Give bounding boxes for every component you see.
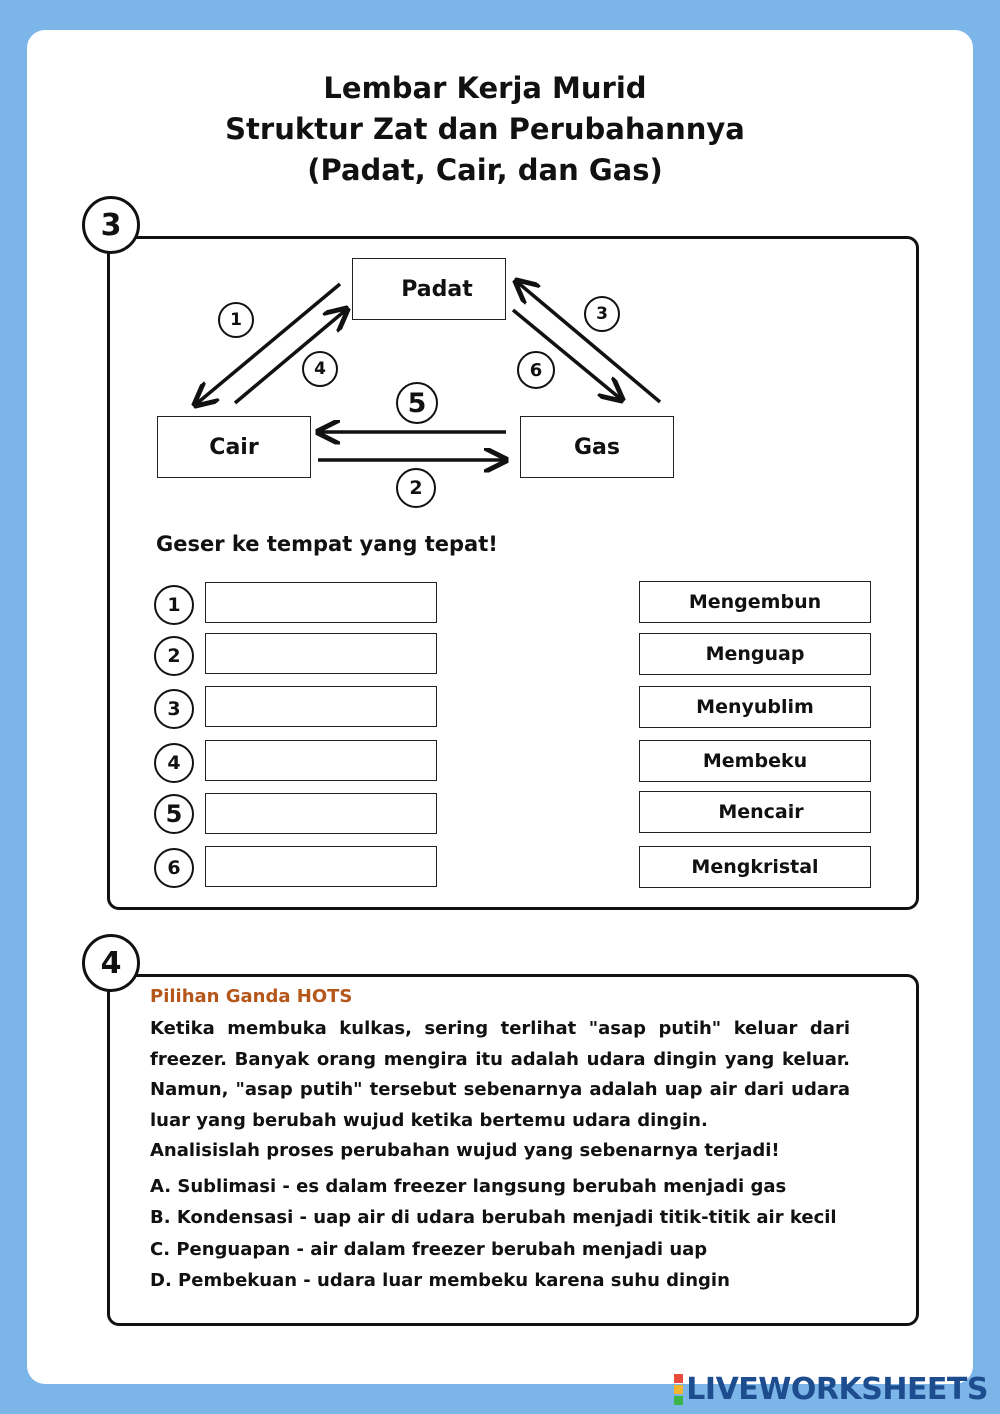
question-line-2: freezer. Banyak orang mengira itu adalah udara dingin yang keluar. [150, 1048, 850, 1070]
logo-block-red [674, 1374, 683, 1383]
question-line-1: Ketika membuka kulkas, sering terlihat "asap putih" keluar dari [150, 1018, 850, 1039]
drop-slot-5[interactable] [205, 793, 437, 834]
title-line-2: Struktur Zat dan Perubahannya [225, 112, 745, 146]
state-label-padat: Padat [401, 276, 473, 302]
drop-slot-2[interactable] [205, 633, 437, 674]
state-box-gas [520, 416, 674, 478]
diagram-label-4: 4 [302, 351, 338, 387]
brand-name: LIVEWORKSHEETS [686, 1372, 988, 1407]
logo-block-green [674, 1396, 683, 1405]
state-label-gas: Gas [574, 434, 620, 460]
title-line-3: (Padat, Cair, dan Gas) [307, 153, 663, 187]
state-box-cair [157, 416, 311, 478]
title-line-1: Lembar Kerja Murid [323, 71, 647, 105]
option-a[interactable]: A. Sublimasi - es dalam freezer langsung berubah menjadi gas [150, 1176, 787, 1197]
answer-chip-membeku[interactable]: Membeku [639, 740, 871, 782]
question-line-3: Namun, "asap putih" tersebut sebenarnya adalah uap air dari udara [150, 1079, 850, 1100]
diagram-label-2: 2 [396, 468, 436, 508]
row-number-6: 6 [154, 848, 194, 888]
section-4-number: 4 [82, 934, 140, 992]
answer-chip-menguap[interactable]: Menguap [639, 633, 871, 675]
row-number-3: 3 [154, 689, 194, 729]
liveworksheets-brand [674, 1372, 988, 1407]
logo-block-yellow [674, 1385, 683, 1394]
section-3-number: 3 [82, 196, 140, 254]
row-number-5: 5 [154, 794, 194, 834]
state-box-padat [352, 258, 506, 320]
option-d[interactable]: D. Pembekuan - udara luar membeku karena suhu dingin [150, 1270, 730, 1291]
diagram-label-3: 3 [584, 296, 620, 332]
question-line-4: luar yang berubah wujud ketika bertemu udara dingin. [150, 1109, 708, 1131]
question-text [150, 1014, 850, 1167]
option-b[interactable]: B. Kondensasi - uap air di udara berubah menjadi titik-titik air kecil [150, 1207, 837, 1228]
drop-slot-3[interactable] [205, 686, 437, 727]
option-c[interactable]: C. Penguapan - air dalam freezer berubah menjadi uap [150, 1239, 708, 1260]
answer-chip-menyublim[interactable]: Menyublim [639, 686, 871, 728]
diagram-label-6: 6 [517, 351, 555, 389]
diagram-label-1: 1 [218, 302, 254, 338]
drop-slot-1[interactable] [205, 582, 437, 623]
row-number-1: 1 [154, 585, 194, 625]
question-type-label: Pilihan Ganda HOTS [150, 986, 353, 1007]
answer-chip-mencair[interactable]: Mencair [639, 791, 871, 833]
drop-slot-4[interactable] [205, 740, 437, 781]
question-line-5: Analisislah proses perubahan wujud yang sebenarnya terjadi! [150, 1140, 780, 1161]
diagram-label-5: 5 [396, 382, 438, 424]
answer-chip-mengkristal[interactable]: Mengkristal [639, 846, 871, 888]
drag-instruction: Geser ke tempat yang tepat! [156, 532, 498, 556]
answer-chip-mengembun[interactable]: Mengembun [639, 581, 871, 623]
drop-slot-6[interactable] [205, 846, 437, 887]
row-number-4: 4 [154, 743, 194, 783]
liveworksheets-logo-icon [674, 1373, 683, 1406]
row-number-2: 2 [154, 636, 194, 676]
state-label-cair: Cair [209, 434, 259, 460]
